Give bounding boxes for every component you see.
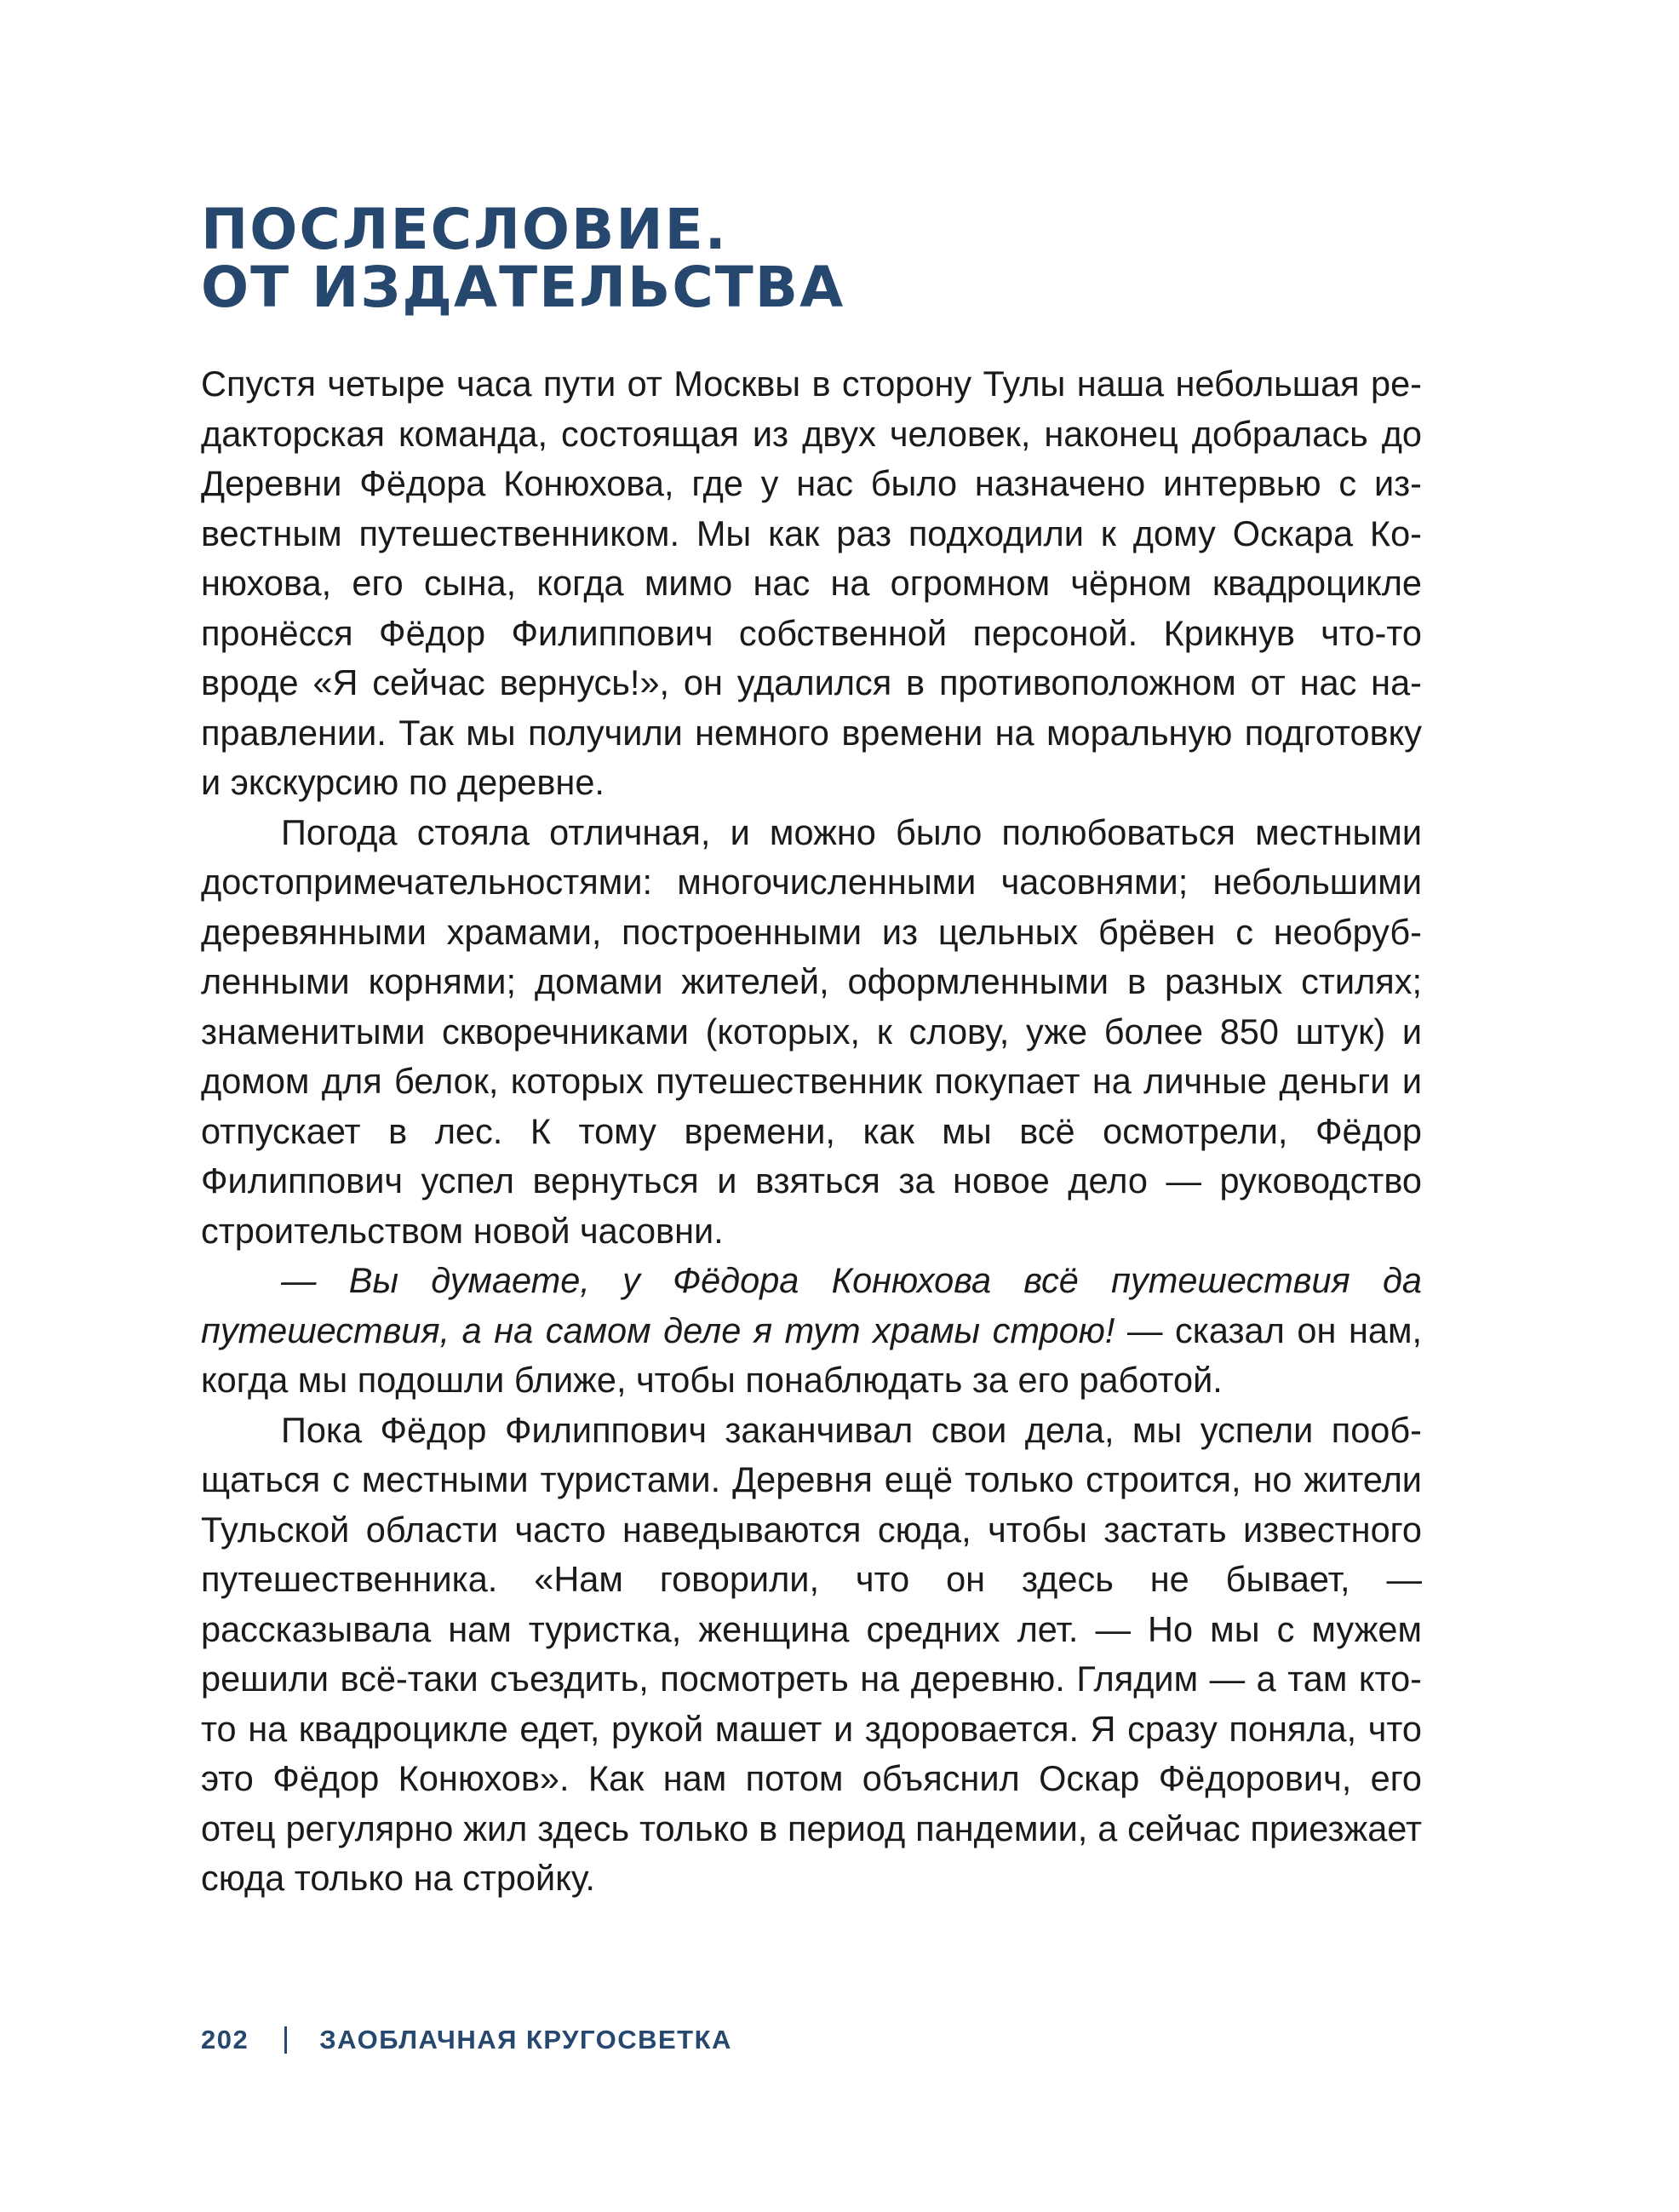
chapter-title-line-2: ОТ ИЗДАТЕЛЬСТВА (201, 255, 845, 320)
page-footer (201, 2023, 732, 2057)
page-number: 202 (201, 2025, 249, 2054)
footer-divider (284, 2026, 287, 2054)
paragraph-2: Погода стояла отличная, и можно было полюбоваться местными достопримечательностями: многочисленными часовнями; небольшими деревянными храмами, построенными из цельных брёвен с необрубленными корнями; домами жителей, оформленными в разных стилях; знаменитыми скворечниками (которых, к слову, уже более 850 штук) и домом для белок, которых путешественник покупает на личные деньги и отпускает в лес. К тому времени, как мы всё осмотрели, Фёдор Филиппович успел вернуться и взяться за новое дело — руководство строительством новой часовни. (201, 811, 1422, 1251)
paragraph-1: Спустя четыре часа пути от Москвы в сторону Тулы наша небольшая редакторская команда, состоящая из двух человек, наконец добралась до Деревни Фёдора Конюхова, где у нас было назначено интервью с известным путешественником. Мы как раз подходили к дому Оскара Конюхова, его сына, когда мимо нас на огромном чёрном квадроцикле пронёсся Фёдор Филиппович собственной персоной. Крикнув что-то вроде «Я сейчас вернусь!», он удалился в противоположном от нас направлении. Так мы получили немного времени на моральную подготовку и экскурсию по деревне. (201, 364, 1422, 802)
chapter-title (201, 197, 1478, 320)
paragraph-4: Пока Фёдор Филиппович заканчивал свои дела, мы успели пообщаться с местными туристами. Деревня ещё только строится, но жители Тульской области часто наведываются сюда, чтобы застать известного путешественника. «Нам говорили, что он здесь не бывает, — рассказывала нам туристка, женщина средних лет. — Но мы с мужем решили всё-таки съездить, посмотреть на деревню. Глядим — а там кто-то на квадроцикле едет, рукой машет и здоровается. Я сразу поняла, что это Фёдор Конюхов». Как нам потом объяснил Оскар Фёдорович, его отец регулярно жил здесь только в период пандемии, а сейчас приезжает сюда только на стройку. (201, 1409, 1422, 1898)
quote-attribution: — сказал он нам, когда мы подошли ближе, чтобы понаблюдать за его работой. (201, 1309, 1423, 1400)
body-text (201, 359, 1422, 1904)
paragraph-3 (201, 1256, 1422, 1406)
quote-italic: — Вы думаете, у Фёдора Конюхова всё путешествия да путешествия, а на самом деле я тут храмы строю! (201, 1260, 1422, 1350)
chapter-title-line-1: ПОСЛЕСЛОВИЕ. (201, 197, 728, 262)
running-book-title: ЗАОБЛАЧНАЯ КРУГОСВЕТКА (319, 2025, 732, 2054)
